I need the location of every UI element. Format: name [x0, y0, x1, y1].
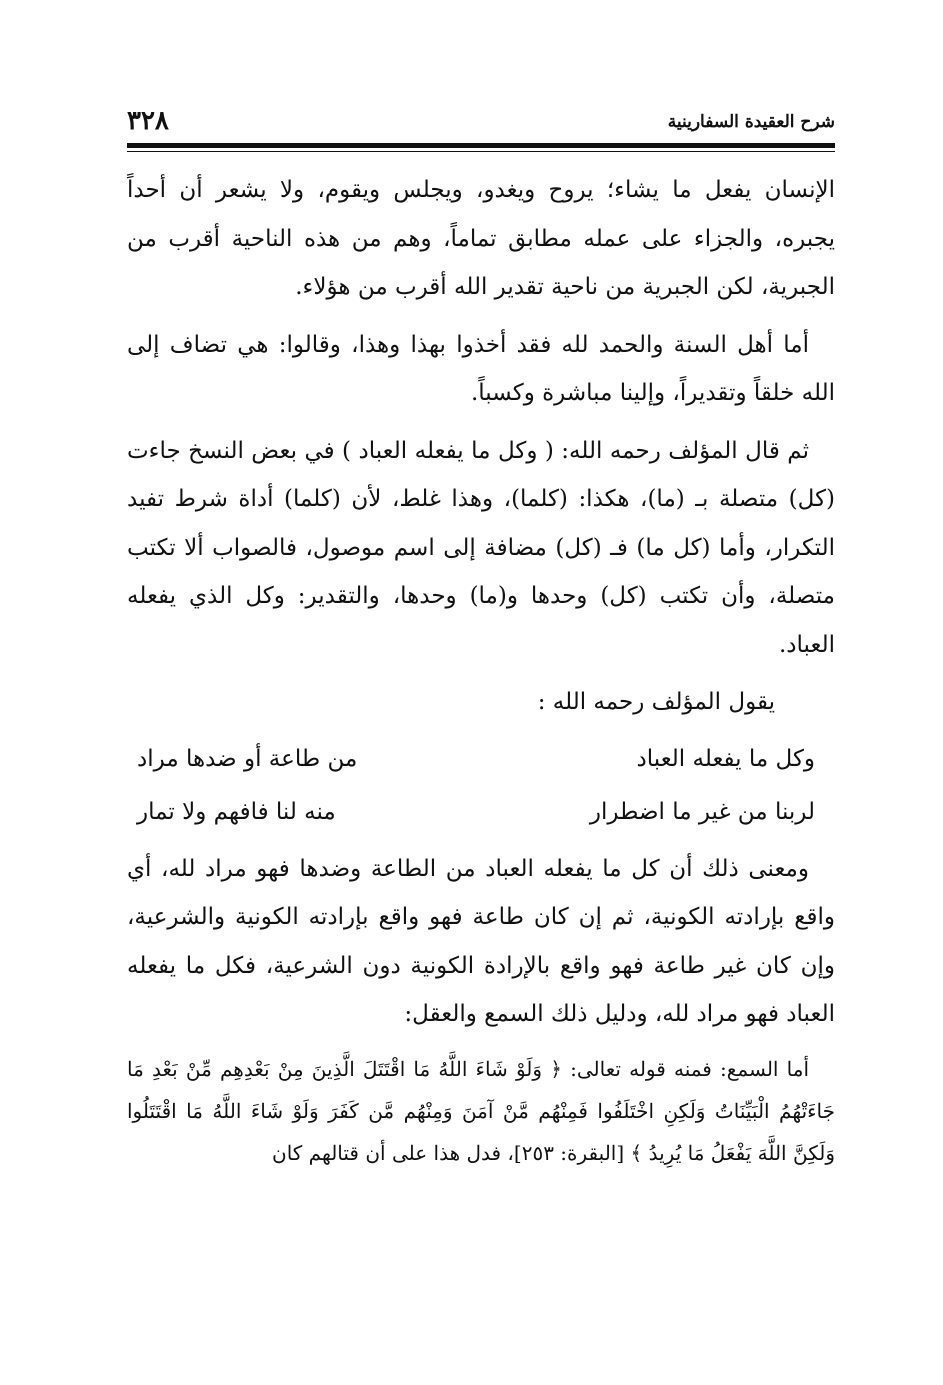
poem-hemistich-second: من طاعة أو ضدها مراد: [137, 745, 358, 772]
poem-hemistich-first: لربنا من غير ما اضطرار: [589, 798, 815, 825]
page-header: [127, 100, 835, 140]
page-body: [127, 166, 835, 1183]
header-rule-thin: [127, 151, 835, 152]
evidence-lead: أما السمع: فمنه قوله تعالى:: [570, 1056, 809, 1081]
header-rule-thick: [127, 143, 835, 148]
poem-hemistich-first: وكل ما يفعله العباد: [636, 745, 815, 772]
verse-citation: [البقرة: ٢٥٣]: [513, 1140, 625, 1165]
paragraph-jabriyya: الإنسان يفعل ما يشاء؛ يروح ويغدو، ويجلس ويقوم، ولا يشعر أن أحداً يجبره، والجزاء على عمله مطابق تماماً، وهم من هذه الناحية أقرب من الجبرية، لكن الجبرية من ناحية تقدير الله أقرب من هؤلاء.: [127, 177, 835, 300]
paragraph-ahl-sunna: أما أهل السنة والحمد لله فقد أخذوا بهذا وهذا، وقالوا: هي تضاف إلى الله خلقاً وتقديراً، وإلينا مباشرة وكسباً.: [127, 331, 835, 406]
poem-line: [127, 786, 835, 839]
paragraph-kull-ma: ثم قال المؤلف رحمه الله: ( وكل ما يفعله العباد ) في بعض النسخ جاءت (كل) متصلة بـ (ما)، هكذا: (كلما)، وهذا غلط، لأن (كلما) أداة شرط تفيد التكرار، وأما (كل ما) فـ (كل) مضافة إلى اسم موصول، فالصواب ألا تكتب متصلة، وأن تكتب (كل) وحدها و(ما) وحدها، والتقدير: وكل الذي يفعله العباد.: [127, 437, 835, 658]
paragraph-evidence: [127, 1048, 835, 1174]
evidence-tail: ، فدل هذا على أن قتالهم كان: [272, 1140, 514, 1165]
poem-hemistich-second: منه لنا فافهم ولا تمار: [137, 798, 336, 825]
poem-line: [127, 733, 835, 786]
quran-verse: ﴿ وَلَوْ شَاءَ اللَّهُ مَا اقْتَتَلَ الَّذِينَ مِنْ بَعْدِهِم مِّنْ بَعْدِ مَا جَاءَتْهُمُ الْبَيِّنَاتُ وَلَكِنِ اخْتَلَفُوا فَمِنْهُم مَّنْ آمَنَ وَمِنْهُم مَّن كَفَرَ وَلَوْ شَاءَ اللَّهُ مَا اقْتَتَلُوا وَلَكِنَّ اللَّهَ يَفْعَلُ مَا يُرِيدُ ﴾: [127, 1056, 835, 1165]
running-title: شرح العقيدة السفارينية: [667, 112, 835, 132]
poem-intro: يقول المؤلف رحمه الله :: [537, 689, 775, 715]
paragraph-explanation: ومعنى ذلك أن كل ما يفعله العباد من الطاعة وضدها فهو مراد لله، أي واقع بإرادته الكونية، ثم إن كان طاعة فهو واقع بإرادته الكونية والشرعية، وإن كان غير طاعة فهو واقع بالإرادة الكونية دون الشرعية، فكل ما يفعله العباد فهو مراد لله، ودليل ذلك السمع والعقل:: [127, 855, 835, 1027]
page-number: ٣٢٨: [127, 106, 169, 136]
